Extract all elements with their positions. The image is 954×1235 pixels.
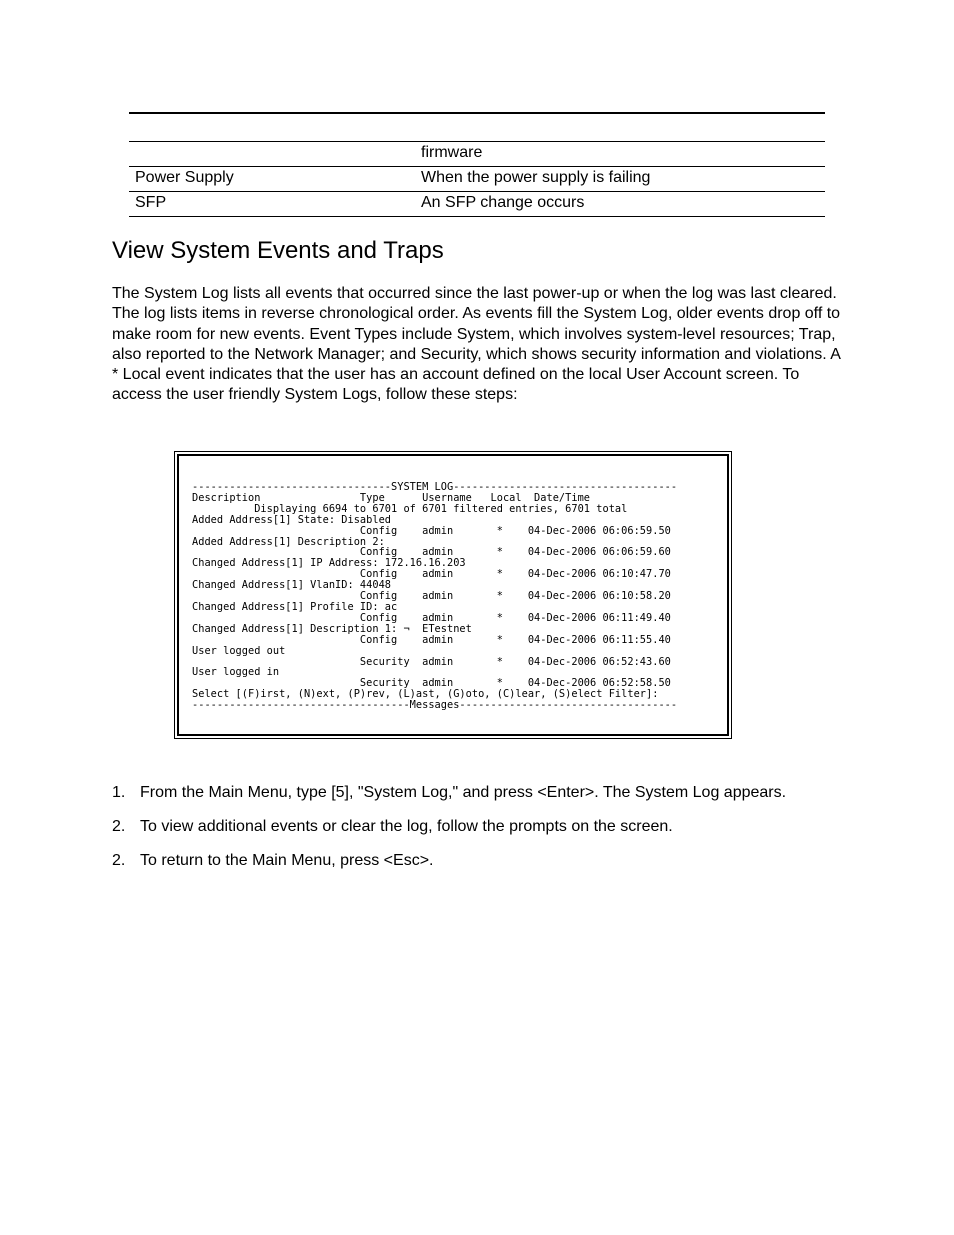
terminal-line: Changed Address[1] IP Address: 172.16.16.203	[192, 557, 466, 570]
table-row	[129, 142, 825, 167]
step-text: To view additional events or clear the log, follow the prompts on the screen.	[140, 818, 673, 835]
terminal-line: Changed Address[1] VlanID: 44048	[192, 579, 392, 592]
event-cell	[129, 142, 415, 167]
terminal-line: Config admin * 04-Dec-2006 06:10:58.20	[192, 590, 671, 603]
terminal-line: Security admin * 04-Dec-2006 06:52:43.60	[192, 655, 671, 668]
terminal-line: Added Address[1] State: Disabled	[192, 513, 392, 526]
intro-paragraph: The System Log lists all events that occurred since the last power-up or when the log was last cleared. The log lists items in reverse chronological order. As events fill the System Log, older events drop off to make room for new events. Event Types include System, which involves system-level resources; Trap, also reported to the Network Manager; and Security, which shows security information and violations. A * Local event indicates that the user has an account defined on the local User Account screen. To access the user friendly System Logs, follow these steps:	[112, 285, 841, 404]
step-number: 2.	[112, 852, 126, 869]
event-cell: Power Supply	[129, 167, 415, 192]
events-table	[129, 141, 825, 217]
step-number: 2.	[112, 818, 126, 835]
terminal-line: Security admin * 04-Dec-2006 06:52:58.50	[192, 677, 671, 690]
step-number: 1.	[112, 784, 126, 801]
terminal-frame	[177, 454, 729, 736]
terminal-line: Displaying 6694 to 6701 of 6701 filtered entries, 6701 total	[192, 502, 628, 515]
system-log-screenshot	[174, 451, 732, 739]
terminal-line: --------------------------------SYSTEM LOG------------------------------------	[192, 481, 678, 493]
step-text: From the Main Menu, type [5], "System Log," and press <Enter>. The System Log appears.	[140, 784, 787, 801]
terminal-line: Changed Address[1] Description 1: ¬ ETestnet	[192, 622, 472, 635]
table-row	[129, 167, 825, 192]
list-item	[112, 783, 872, 803]
terminal-line: Config admin * 04-Dec-2006 06:06:59.60	[192, 546, 671, 559]
terminal-line: User logged out	[192, 644, 286, 657]
terminal-line: Config admin * 04-Dec-2006 06:11:49.40	[192, 611, 671, 624]
trigger-cell: firmware	[415, 142, 825, 167]
table-top-rule	[129, 112, 825, 114]
terminal-line: Config admin * 04-Dec-2006 06:11:55.40	[192, 633, 671, 646]
section-heading: View System Events and Traps	[112, 237, 444, 264]
steps-list	[112, 783, 872, 885]
terminal-line: Changed Address[1] Profile ID: ac	[192, 600, 398, 613]
step-text: To return to the Main Menu, press <Esc>.	[140, 852, 434, 869]
trigger-cell: An SFP change occurs	[415, 192, 825, 217]
event-cell: SFP	[129, 192, 415, 217]
terminal-text	[192, 482, 727, 711]
table-row	[129, 192, 825, 217]
terminal-line: Config admin * 04-Dec-2006 06:06:59.50	[192, 524, 671, 537]
terminal-line: User logged in	[192, 666, 280, 679]
terminal-line: Config admin * 04-Dec-2006 06:10:47.70	[192, 568, 671, 581]
terminal-line: Select [(F)irst, (N)ext, (P)rev, (L)ast, (G)oto, (C)lear, (S)elect Filter]:	[192, 688, 659, 701]
list-item	[112, 851, 872, 871]
terminal-line: Description Type Username Local Date/Time	[192, 491, 591, 504]
terminal-line: Added Address[1] Description 2:	[192, 535, 385, 548]
trigger-cell: When the power supply is failing	[415, 167, 825, 192]
terminal-line: -----------------------------------Messages-----------------------------------	[192, 699, 678, 712]
list-item	[112, 817, 872, 837]
